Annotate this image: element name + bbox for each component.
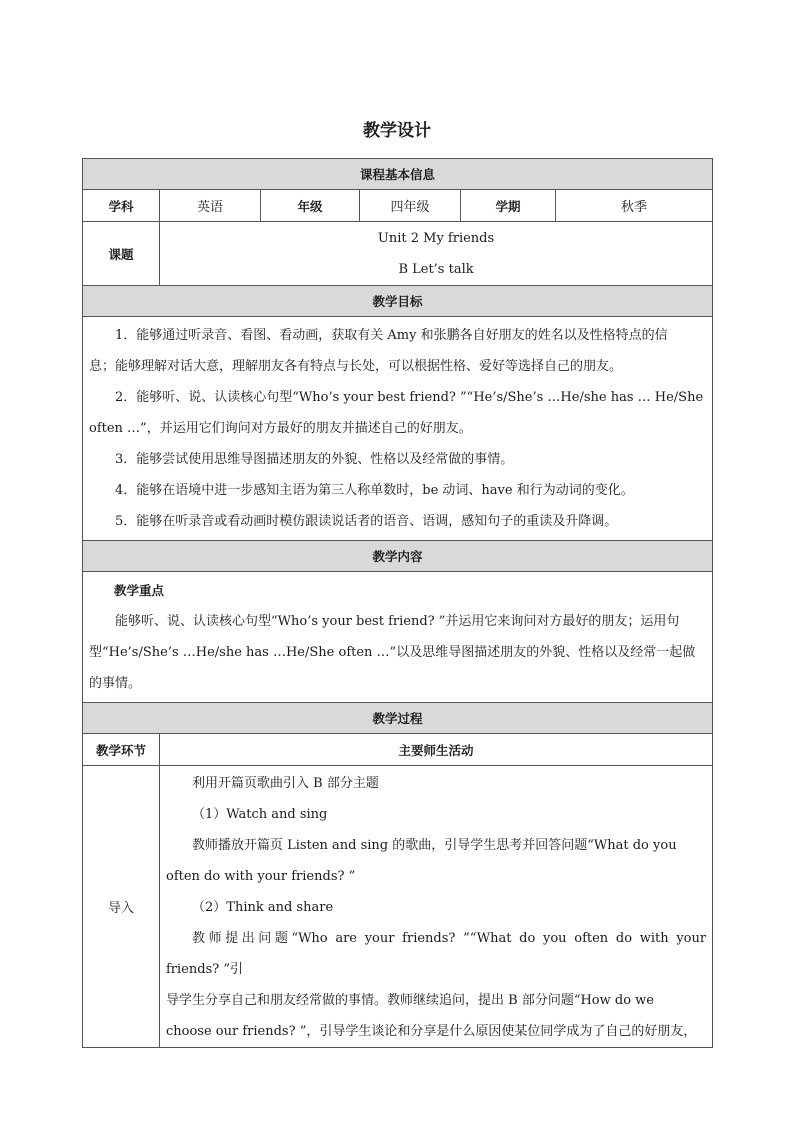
activity-line: （1）Watch and sing bbox=[192, 807, 328, 822]
key-point-heading: 教学重点 bbox=[114, 583, 165, 598]
content-body bbox=[83, 572, 713, 703]
intro-stage-row bbox=[83, 766, 713, 1048]
objective-line: 4．能够在语境中进一步感知主语为第三人称单数时，be 动词、have 和行为动词的变化。 bbox=[115, 483, 634, 498]
activity-line: often do with your friends? ” bbox=[166, 869, 356, 884]
stage-column-header: 教学环节 bbox=[83, 734, 160, 766]
process-header-row bbox=[83, 703, 713, 734]
intro-stage-label: 导入 bbox=[83, 766, 160, 1048]
term-value: 秋季 bbox=[556, 190, 713, 222]
activity-column-header: 主要师生活动 bbox=[160, 734, 713, 766]
objective-line: 息；能够理解对话大意，理解朋友各有特点与长处，可以根据性格、爱好等选择自己的朋友。 bbox=[89, 359, 623, 374]
subject-value: 英语 bbox=[160, 190, 261, 222]
content-row bbox=[83, 572, 713, 703]
activity-line: choose our friends? ”，引导学生谈论和分享是什么原因使某位同学成为了自己的好朋友， bbox=[166, 1024, 697, 1039]
activity-line: 教师提出问题“Who are your friends? ”“What do you often do with your friends? ”引 bbox=[166, 931, 707, 977]
process-section-title: 教学过程 bbox=[83, 703, 713, 734]
objective-line: 5．能够在听录音或看动画时模仿跟读说话者的语音、语调，感知句子的重读及升降调。 bbox=[115, 514, 618, 529]
topic-label: 课题 bbox=[83, 222, 160, 286]
content-line: 的事情。 bbox=[89, 676, 142, 691]
subject-label: 学科 bbox=[83, 190, 160, 222]
grade-value: 四年级 bbox=[360, 190, 461, 222]
objectives-row bbox=[83, 317, 713, 541]
topic-unit: Unit 2 My friends bbox=[377, 230, 495, 246]
topic-value bbox=[160, 222, 713, 286]
term-label: 学期 bbox=[461, 190, 556, 222]
objectives-header-row bbox=[83, 286, 713, 317]
activity-line: 教师播放开篇页 Listen and sing 的歌曲，引导学生思考并回答问题“What do you bbox=[192, 838, 677, 853]
activity-line: 导学生分享自己和朋友经常做的事情。教师继续追问，提出 B 部分问题“How do we bbox=[166, 993, 654, 1008]
process-columns-row bbox=[83, 734, 713, 766]
objectives-section-title: 教学目标 bbox=[83, 286, 713, 317]
objective-line: often …”，并运用它们询问对方最好的朋友并描述自己的好朋友。 bbox=[89, 421, 472, 436]
objectives-body bbox=[83, 317, 713, 541]
activity-line: （2）Think and share bbox=[192, 900, 334, 915]
objective-line: 2．能够听、说、认读核心句型“Who’s your best friend? ”“He’s/She’s …He/she has … He/She bbox=[115, 390, 704, 405]
intro-activities bbox=[160, 766, 713, 1048]
basic-info-section-title: 课程基本信息 bbox=[83, 159, 713, 190]
objective-line: 1．能够通过听录音、看图、看动画，获取有关 Amy 和张鹏各自好朋友的姓名以及性格特点的信 bbox=[115, 328, 668, 343]
grade-label: 年级 bbox=[261, 190, 360, 222]
basic-info-header-row bbox=[83, 159, 713, 190]
content-section-title: 教学内容 bbox=[83, 541, 713, 572]
content-line: 型“He’s/She’s …He/she has …He/She often …”以及思维导图描述朋友的外貌、性格以及经常一起做 bbox=[89, 645, 696, 660]
topic-row bbox=[83, 222, 713, 286]
content-header-row bbox=[83, 541, 713, 572]
basic-info-row bbox=[83, 190, 713, 222]
activity-line: 利用开篇页歌曲引入 B 部分主题 bbox=[192, 776, 379, 791]
objective-line: 3．能够尝试使用思维导图描述朋友的外貌、性格以及经常做的事情。 bbox=[115, 452, 514, 467]
content-line: 能够听、说、认读核心句型“Who’s your best friend? ”并运用它来询问对方最好的朋友；运用句 bbox=[115, 614, 680, 629]
lesson-plan-table bbox=[82, 158, 713, 1048]
topic-part: B Let’s talk bbox=[398, 261, 474, 277]
page-title: 教学设计 bbox=[363, 121, 431, 141]
